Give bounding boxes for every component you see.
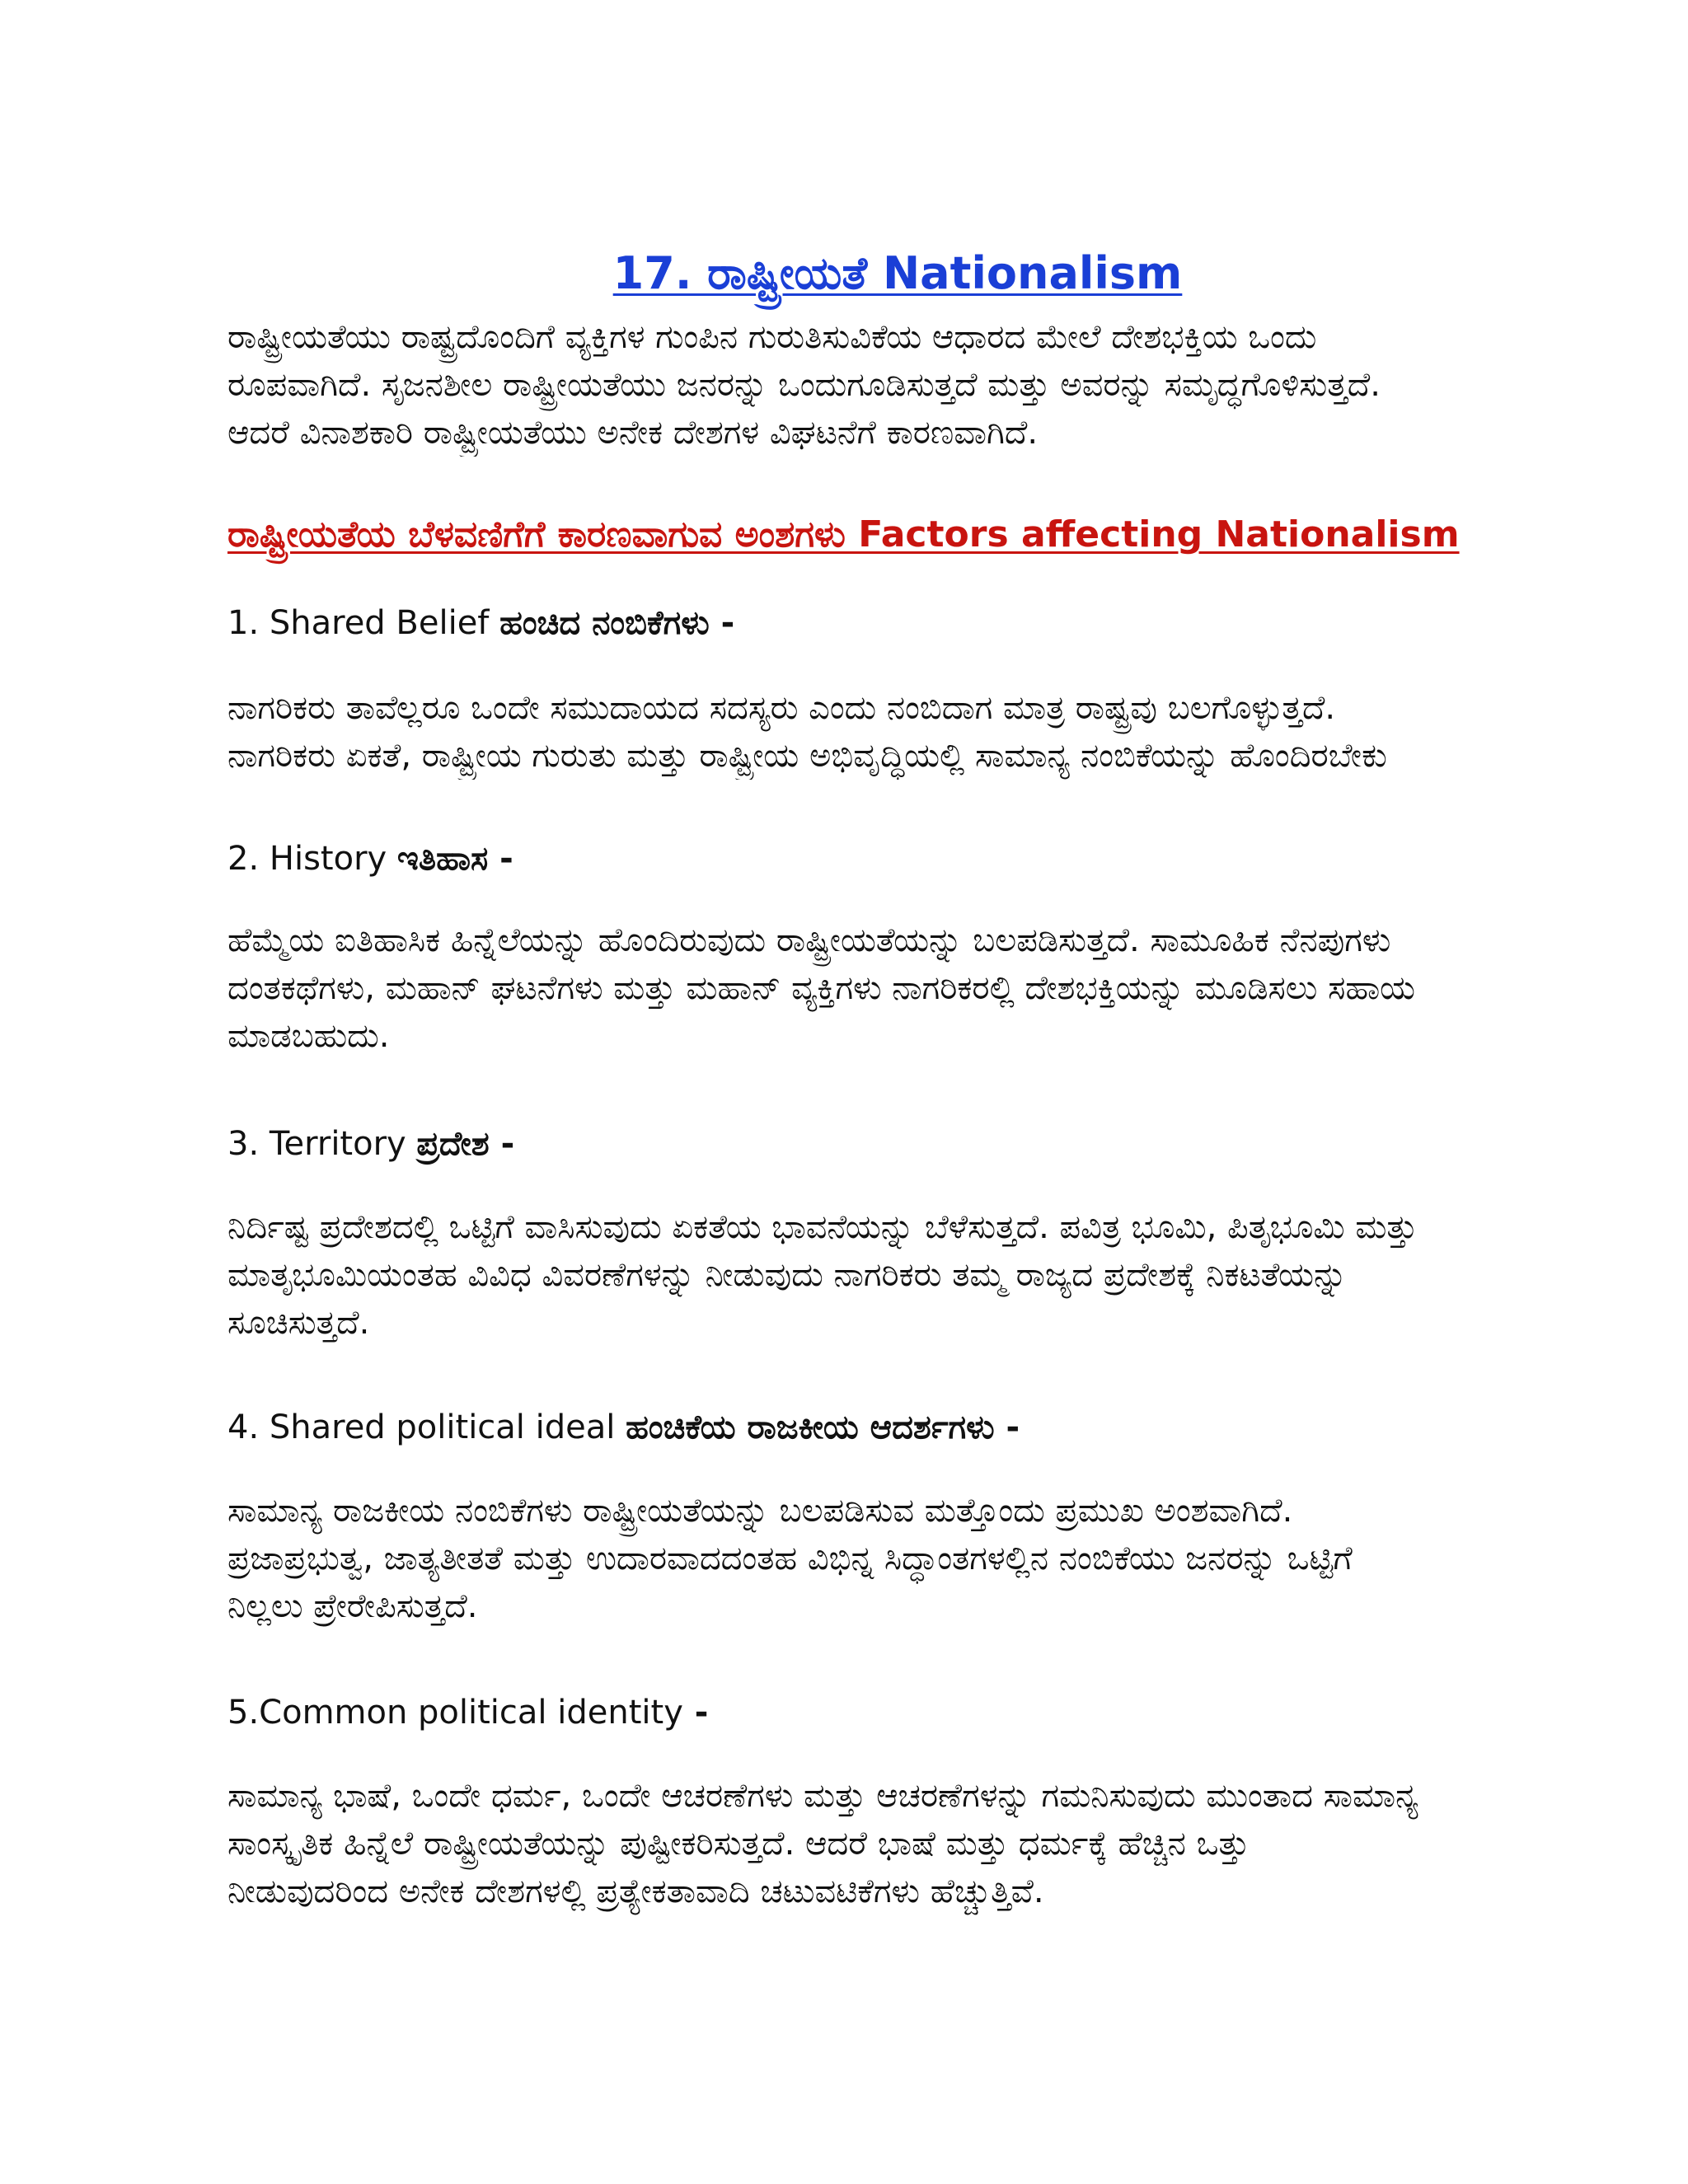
item-heading-dash: -	[489, 1125, 515, 1163]
item-paragraph-territory	[227, 1203, 1688, 1347]
item-line: ಸಾಮಾನ್ಯ ಭಾಷೆ, ಒಂದೇ ಧರ್ಮ, ಒಂದೇ ಆಚರಣೆಗಳು ಮತ್ತು ಆಚರಣೆಗಳನ್ನು ಗಮನಿಸುವುದು ಮುಂತಾದ ಸಾಮಾನ್ಯ	[227, 1777, 1418, 1815]
item-heading-dash: -	[994, 1408, 1020, 1446]
item-heading-common-political-identity	[227, 1688, 708, 1737]
item-line: ನಿಲ್ಲಲು ಪ್ರೇರೇಪಿಸುತ್ತದೆ.	[227, 1587, 478, 1625]
item-paragraph-common-political-identity	[227, 1772, 1688, 1915]
item-line: ನಾಗರಿಕರು ತಾವೆಲ್ಲರೂ ಒಂದೇ ಸಮುದಾಯದ ಸದಸ್ಯರು ಎಂದು ನಂಬಿದಾಗ ಮಾತ್ರ ರಾಷ್ಟ್ರವು ಬಲಗೊಳ್ಳುತ್ತದೆ.	[227, 689, 1336, 727]
item-heading-shared-political-ideal	[227, 1403, 1020, 1452]
intro-line: ರೂಪವಾಗಿದೆ. ಸೃಜನಶೀಲ ರಾಷ್ಟ್ರೀಯತೆಯು ಜನರನ್ನು ಒಂದುಗೂಡಿಸುತ್ತದೆ ಮತ್ತು ಅವರನ್ನು ಸಮೃದ್ಧಗೊಳಿಸುತ್ತದೆ.	[227, 366, 1381, 404]
item-heading-kn: ಇತಿಹಾಸ	[396, 840, 489, 878]
item-heading-dash: -	[488, 840, 513, 878]
item-line: ನೀಡುವುದರಿಂದ ಅನೇಕ ದೇಶಗಳಲ್ಲಿ ಪ್ರತ್ಯೇಕತಾವಾದಿ ಚಟುವಟಿಕೆಗಳು ಹೆಚ್ಚುತ್ತಿವೆ.	[227, 1872, 1044, 1910]
item-line: ಸಾಮಾನ್ಯ ರಾಜಕೀಯ ನಂಬಿಕೆಗಳು ರಾಷ್ಟ್ರೀಯತೆಯನ್ನು ಬಲಪಡಿಸುವ ಮತ್ತೊಂದು ಪ್ರಮುಖ ಅಂಶವಾಗಿದೆ.	[227, 1492, 1293, 1530]
item-heading-dash: -	[682, 1694, 709, 1732]
intro-paragraph	[227, 313, 1688, 457]
page-title	[0, 241, 1688, 307]
section-heading: ರಾಷ್ಟ್ರೀಯತೆಯ ಬೆಳವಣಿಗೆಗೆ ಕಾರಣವಾಗುವ ಅಂಶಗಳು Factors affecting Nationalism	[227, 513, 1460, 555]
item-heading-en: 4. Shared political ideal	[227, 1408, 626, 1446]
item-heading-territory	[227, 1119, 514, 1169]
item-line: ಸಾಂಸ್ಕೃತಿಕ ಹಿನ್ನೆಲೆ ರಾಷ್ಟ್ರೀಯತೆಯನ್ನು ಪುಷ್ಟೀಕರಿಸುತ್ತದೆ. ಆದರೆ ಭಾಷೆ ಮತ್ತು ಧರ್ಮಕ್ಕೆ ಹೆಚ್ಚಿನ ಒತ್ತು	[227, 1825, 1250, 1863]
intro-line: ರಾಷ್ಟ್ರೀಯತೆಯು ರಾಷ್ಟ್ರದೊಂದಿಗೆ ವ್ಯಕ್ತಿಗಳ ಗುಂಪಿನ ಗುರುತಿಸುವಿಕೆಯ ಆಧಾರದ ಮೇಲೆ ದೇಶಭಕ್ತಿಯ ಒಂದು	[227, 318, 1317, 356]
item-heading-en: 5.Common political identity	[227, 1694, 683, 1732]
item-line: ಹೆಮ್ಮೆಯ ಐತಿಹಾಸಿಕ ಹಿನ್ನೆಲೆಯನ್ನು ಹೊಂದಿರುವುದು ರಾಷ್ಟ್ರೀಯತೆಯನ್ನು ಬಲಪಡಿಸುತ್ತದೆ. ಸಾಮೂಹಿಕ ನೆನಪುಗಳು	[227, 921, 1391, 959]
item-paragraph-shared-belief	[227, 684, 1688, 780]
item-paragraph-history	[227, 916, 1688, 1060]
item-heading-kn: ಹಂಚಿಕೆಯ ರಾಜಕೀಯ ಆದರ್ಶಗಳು	[626, 1408, 995, 1446]
item-heading-en: 2. History	[227, 840, 397, 878]
intro-line: ಆದರೆ ವಿನಾಶಕಾರಿ ರಾಷ್ಟ್ರೀಯತೆಯು ಅನೇಕ ದೇಶಗಳ ವಿಘಟನೆಗೆ ಕಾರಣವಾಗಿದೆ.	[227, 414, 1039, 452]
item-paragraph-shared-political-ideal	[227, 1487, 1688, 1630]
page-title-text: 17. ರಾಷ್ಟ್ರೀಯತೆ Nationalism	[612, 247, 1183, 300]
item-line: ಸೂಚಿಸುತ್ತದೆ.	[227, 1304, 370, 1342]
item-line: ಮಾತೃಭೂಮಿಯಂತಹ ವಿವಿಧ ವಿವರಣೆಗಳನ್ನು ನೀಡುವುದು ನಾಗರಿಕರು ತಮ್ಮ ರಾಜ್ಯದ ಪ್ರದೇಶಕ್ಕೆ ನಿಕಟತೆಯನ್ನು	[227, 1256, 1348, 1294]
item-line: ನಾಗರಿಕರು ಏಕತೆ, ರಾಷ್ಟ್ರೀಯ ಗುರುತು ಮತ್ತು ರಾಷ್ಟ್ರೀಯ ಅಭಿವೃದ್ಧಿಯಲ್ಲಿ ಸಾಮಾನ್ಯ ನಂಬಿಕೆಯನ್ನು ಹೊಂದಿರಬೇಕು	[227, 737, 1387, 775]
item-heading-dash: -	[709, 604, 735, 642]
item-heading-en: 3. Territory	[227, 1125, 417, 1163]
item-heading-history	[227, 834, 513, 883]
item-line: ಮಾಡಬಹುದು.	[227, 1017, 390, 1055]
item-heading-kn: ಪ್ರದೇಶ	[416, 1125, 490, 1163]
item-heading-en: 1. Shared Belief	[227, 604, 500, 642]
item-heading-kn: ಹಂಚಿದ ನಂಬಿಕೆಗಳು	[499, 604, 710, 642]
item-line: ದಂತಕಥೆಗಳು, ಮಹಾನ್ ಘಟನೆಗಳು ಮತ್ತು ಮಹಾನ್ ವ್ಯಕ್ತಿಗಳು ನಾಗರಿಕರಲ್ಲಿ ದೇಶಭಕ್ತಿಯನ್ನು ಮೂಡಿಸಲು ಸಹಾಯ	[227, 969, 1416, 1007]
item-line: ಪ್ರಜಾಪ್ರಭುತ್ವ, ಜಾತ್ಯತೀತತೆ ಮತ್ತು ಉದಾರವಾದದಂತಹ ವಿಭಿನ್ನ ಸಿದ್ಧಾಂತಗಳಲ್ಲಿನ ನಂಬಿಕೆಯು ಜನರನ್ನು ಒಟ್ಟಿಗೆ	[227, 1540, 1353, 1577]
item-heading-shared-belief	[227, 598, 734, 648]
item-line: ನಿರ್ದಿಷ್ಟ ಪ್ರದೇಶದಲ್ಲಿ ಒಟ್ಟಿಗೆ ವಾಸಿಸುವುದು ಏಕತೆಯ ಭಾವನೆಯನ್ನು ಬೆಳೆಸುತ್ತದೆ. ಪವಿತ್ರ ಭೂಮಿ, ಪಿತೃಭೂಮಿ ಮತ್ತು	[227, 1208, 1418, 1246]
